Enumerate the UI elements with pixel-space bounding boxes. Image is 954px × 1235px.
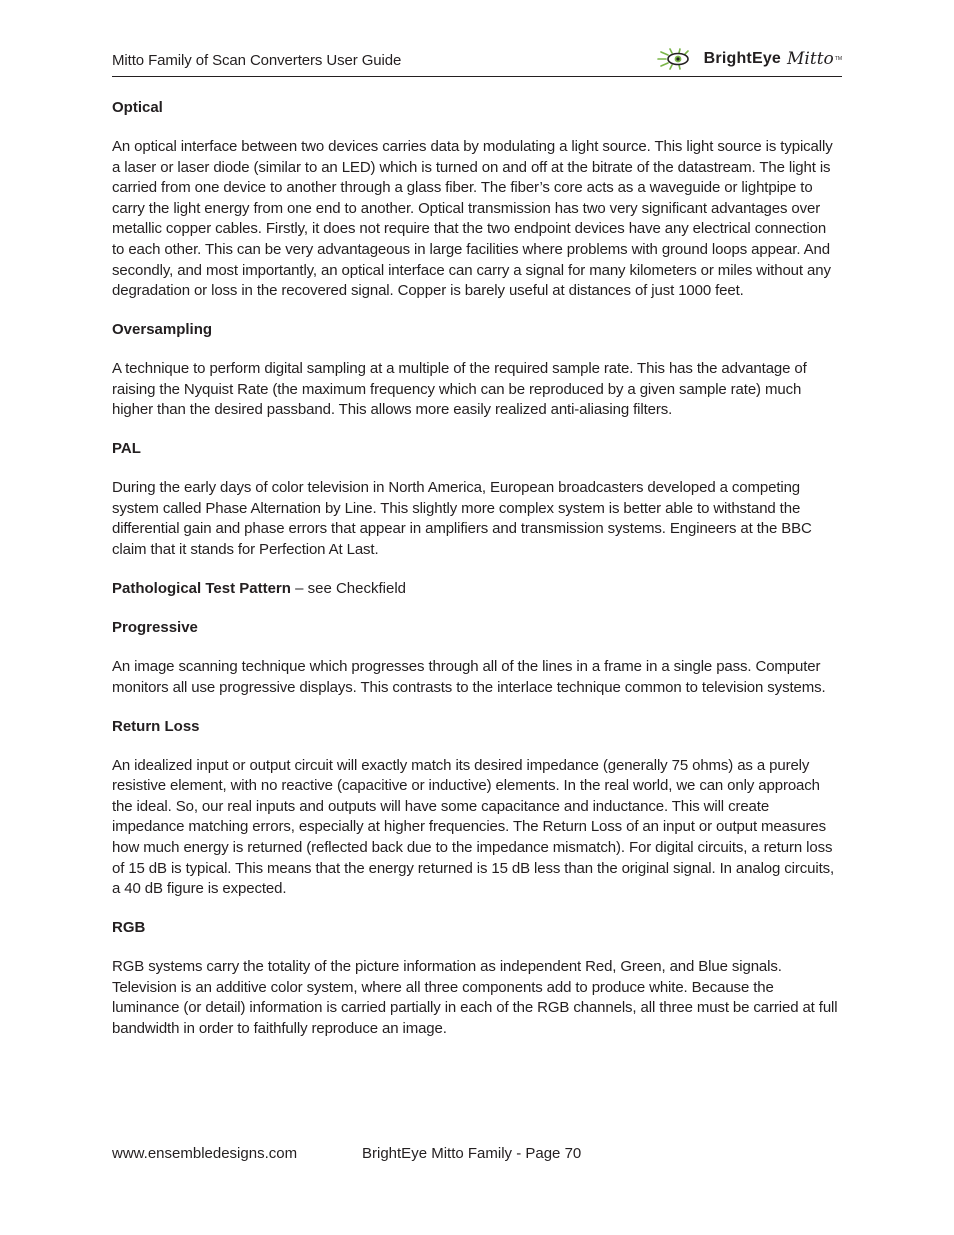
glossary-term: Optical: [112, 99, 163, 116]
cross-reference-text: – see Checkfield: [290, 580, 407, 598]
glossary-content: [112, 98, 842, 1058]
document-title: Mitto Family of Scan Converters User Guide: [112, 52, 402, 69]
footer-website-link[interactable]: www.ensembledesigns.com: [112, 1145, 298, 1162]
glossary-definition: During the early days of color television in North America, European broadcasters developed a competing system called Phase Alternation by Line. This slightly more complex system is better able to withstand the differential gain and phase errors that appear in amplifiers and transmission systems. Engineers at the BBC claim that it stands for Perfection At Last.: [112, 479, 812, 559]
glossary-term: Progressive: [112, 619, 198, 637]
logo-brand-text: BrightEye: [703, 50, 782, 67]
glossary-entry-progressive: [112, 618, 842, 698]
glossary-definition: An optical interface between two devices carries data by modulating a light source. This light source is typically a laser or laser diode (similar to an LED) which is turned on and off at the bitrate of the datastream. The light is carried from one device to another through a glass fiber. The fiber’s core acts as a waveguide or lightpipe to carry the light energy from one end to another. Optical transmission has two very significant advantages over metallic copper cables. Firstly, it does not require that the two endpoint devices have any electrical connection to each other. This can be very advantageous in large facilities where problems with ground loops appear. And secondly, and most importantly, an optical interface can carry a signal for many kilometers or miles without any degradation or loss in the recovered signal. Copper is barely useful at distances of just 1000 feet.: [112, 137, 833, 300]
glossary-cross-reference: [112, 579, 842, 600]
glossary-entry-return-loss: [112, 717, 842, 900]
glossary-definition: An image scanning technique which progresses through all of the lines in a frame in a single pass. Computer monitors all use progressive displays. This contrasts to the interlace technique common to television systems.: [112, 658, 826, 696]
glossary-term: Return Loss: [112, 717, 200, 735]
logo-product-text: Mitto: [787, 49, 834, 69]
footer-page-number: BrightEye Mitto Family - Page 70: [362, 1145, 582, 1162]
page-header: [112, 44, 842, 77]
brighteye-mitto-logo: [656, 48, 842, 70]
glossary-entry-optical: [112, 98, 842, 302]
glossary-term: PAL: [112, 440, 141, 458]
glossary-entry-oversampling: [112, 320, 842, 421]
trademark-mark: TM: [834, 56, 842, 62]
glossary-definition: An idealized input or output circuit will exactly match its desired impedance (generally 75 ohms) as a purely resistive element, with no reactive (capacitive or inductive) elements. In the real world, we can only approach the ideal. So, our real inputs and outputs will have some capacitance and inductance. This will create impedance matching errors, especially at higher frequencies. The Return Loss of an input or output measures how much energy is returned (reflected back due to the impedance mismatch). For digital circuits, a return loss of 15 dB is typical. This means that the energy returned is 15 dB less than the original signal. In analog circuits, a 40 dB figure is expected.: [112, 756, 835, 898]
glossary-term: RGB: [112, 919, 146, 937]
eye-icon: [656, 48, 700, 70]
glossary-definition: A technique to perform digital sampling at a multiple of the required sample rate. This has the advantage of raising the Nyquist Rate (the maximum frequency which can be reproduced by a given sample rate) much higher than the desired passband. This allows more easily realized anti-aliasing filters.: [112, 360, 807, 419]
glossary-entry-rgb: [112, 918, 842, 1039]
glossary-definition: RGB systems carry the totality of the picture information as independent Red, Green, and Blue signals. Television is an additive color system, where all three components add to produce white. Because the luminance (or detail) information is carried partially in each of the RGB channels, all three must be carried at full bandwidth in order to faithfully reproduce an image.: [112, 958, 838, 1037]
glossary-term: Oversampling: [112, 321, 213, 339]
glossary-entry-pal: [112, 439, 842, 560]
glossary-term: Pathological Test Pattern: [112, 580, 291, 598]
